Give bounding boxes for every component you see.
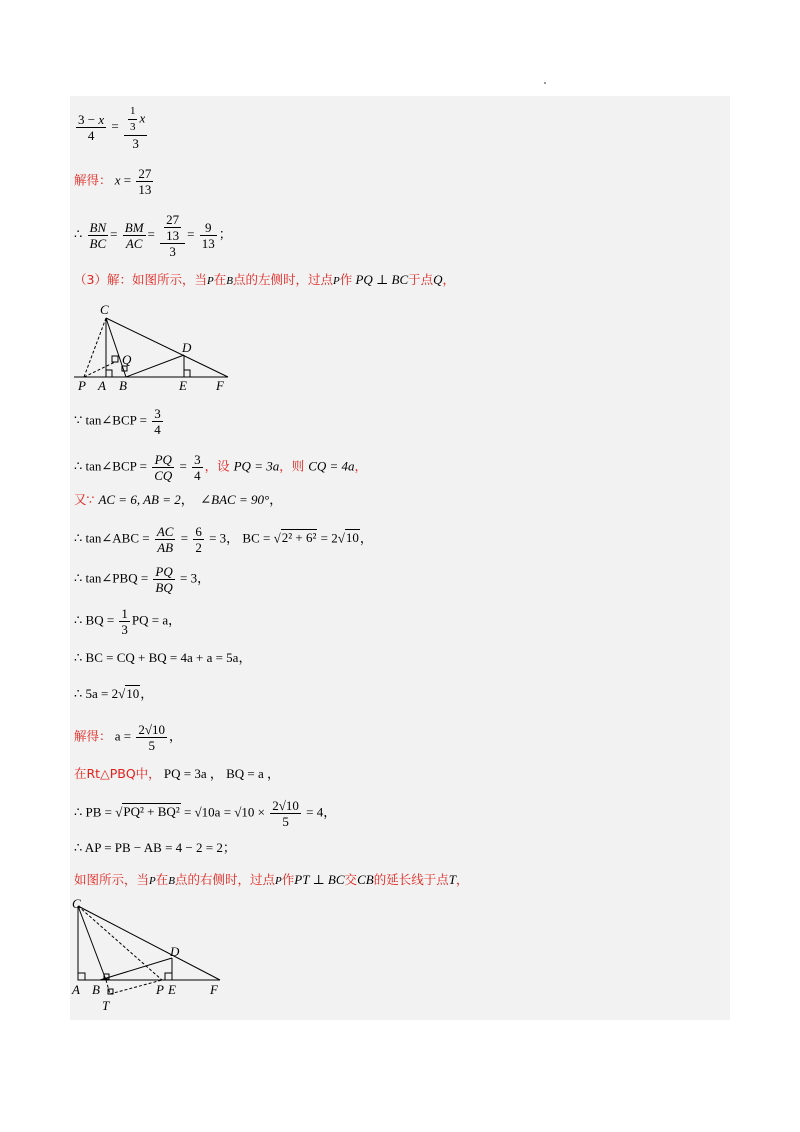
pb-line: ∴ PB = √PQ² + BQ² = √10a = √10 × $\frac{2√10}{5}$ = 4，: [74, 798, 337, 829]
case-right-statement: 如图所示，当P在B点的右侧时，过点P作PT ⊥ BC交CB的延长线于点T，: [74, 872, 469, 887]
fraction: $\frac{1}{3}$ x 3: [124, 104, 147, 151]
bc-sum-line: ∴ BC = CQ + BQ = 4a + a = 5a，: [74, 650, 252, 665]
tan-bcp-given: ∵ tan∠BCP = $\frac{3}{4}$: [74, 406, 161, 437]
label-E: E: [168, 982, 176, 997]
label-F: F: [210, 982, 218, 997]
solve-a-line: 解得： a = $\frac{2√10}{5}$ ，: [74, 722, 183, 753]
label-A: A: [98, 378, 106, 393]
five-a-line: ∴ 5a = 2√10，: [74, 686, 154, 701]
given-values: 又∵ AC = 6, AB = 2， ∠BAC = 90°，: [74, 492, 283, 507]
ratio-line: ∴ $\frac{BN}{BC}$ = $\frac{BM}{AC}$ = $\frac{\frac{27}{13}}{3}$ = $\frac{9}{13}$ ；: [74, 212, 232, 259]
label-C: C: [100, 302, 109, 317]
label-Q: Q: [122, 352, 132, 367]
figure-right-case: [70, 894, 230, 1018]
scan-dot: [544, 82, 546, 84]
rt-triangle-line: 在Rt△PBQ中， PQ = 3a ， BQ = a ，: [74, 766, 281, 781]
label-C: C: [72, 896, 81, 911]
label-A: A: [72, 982, 80, 997]
bq-line: ∴ BQ = $\frac{1}{3}$ PQ = a，: [74, 606, 182, 637]
label-P: P: [156, 982, 164, 997]
ap-line: ∴ AP = PB − AB = 4 − 2 = 2；: [74, 840, 236, 855]
label-F: F: [216, 378, 224, 393]
label-D: D: [170, 944, 180, 959]
label-B: B: [119, 378, 127, 393]
tan-bcp-ratio: ∴ tan∠BCP = $\frac{PQ}{CQ}$ = $\frac{3}{4}$ ，设 PQ = 3a，则 CQ = 4a，: [74, 452, 368, 483]
tan-abc-line: ∴ tan∠ABC = $\frac{AC}{AB}$ = $\frac{6}{2}$ = 3， BC = √2² + 6² = 2√10，: [74, 524, 373, 555]
solve-line-x: 解得： x = $\frac{27}{13}$: [74, 166, 152, 197]
label-E: E: [179, 378, 187, 393]
equation-line-1: $\frac{3 - x}{4}$ = $\frac{1}{3}$ x 3: [78, 105, 146, 151]
figure-left-case: [70, 298, 240, 394]
label-D: D: [182, 340, 192, 355]
tan-pbq-line: ∴ tan∠PBQ = $\frac{PQ}{BQ}$ = 3，: [74, 564, 211, 595]
fraction: $\frac{3 - x}{4}$: [78, 112, 105, 143]
label-P: P: [78, 378, 86, 393]
label-B: B: [92, 982, 100, 997]
label-T: T: [102, 998, 110, 1013]
case-left-statement: （3）解：如图所示，当P在B点的左侧时，过点P作 PQ ⊥ BC于点Q，: [74, 272, 456, 287]
